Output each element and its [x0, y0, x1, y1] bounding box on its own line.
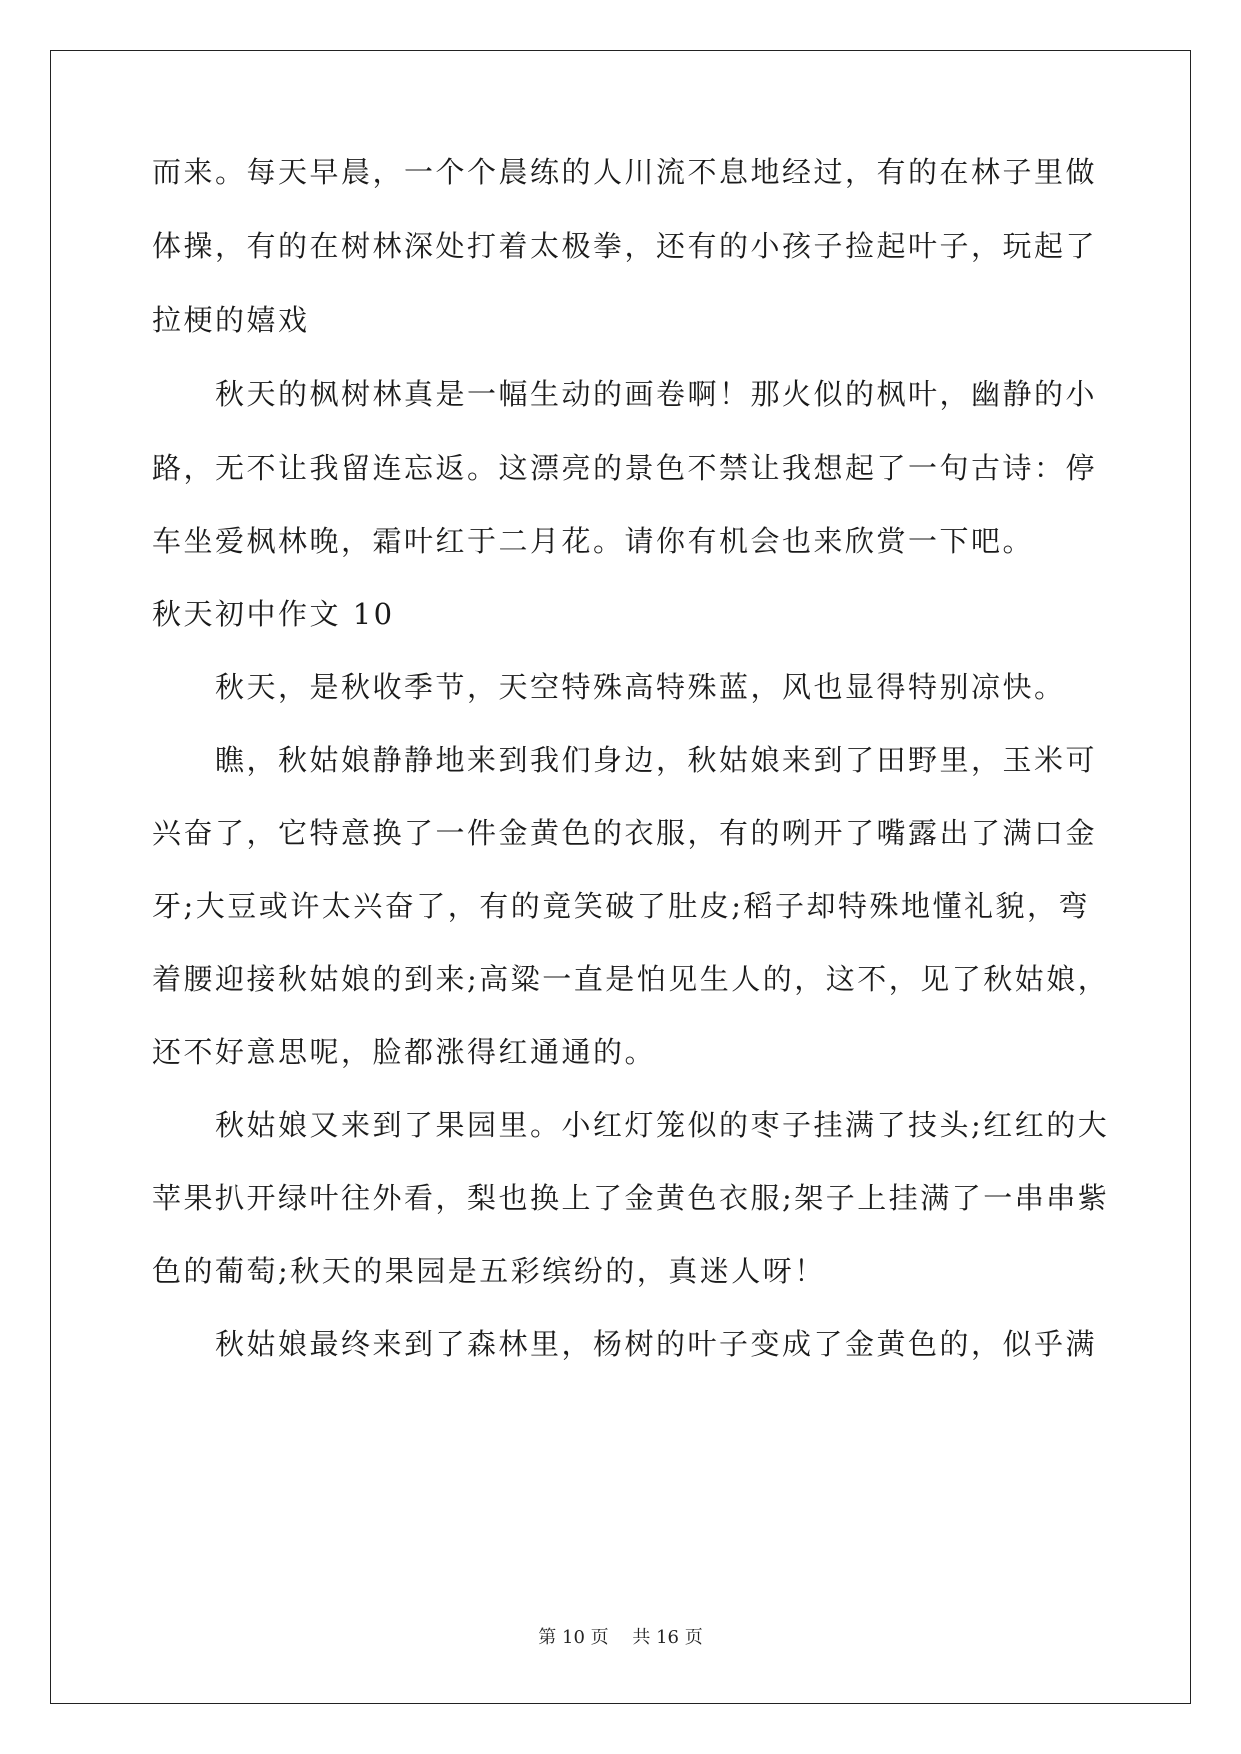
text-line: 路，无不让我留连忘返。这漂亮的景色不禁让我想起了一句古诗：停	[152, 451, 1098, 485]
text-line: 还不好意思呢，脸都涨得红通通的。	[152, 1035, 657, 1069]
page-number: 第 10 页 共 16 页	[538, 1627, 703, 1648]
section-heading: 秋天初中作文 10	[152, 597, 395, 631]
text-line: 色的葡萄;秋天的果园是五彩缤纷的，真迷人呀！	[152, 1254, 826, 1288]
text-line: 兴奋了，它特意换了一件金黄色的衣服，有的咧开了嘴露出了满口金	[152, 816, 1098, 850]
paragraph-start: 秋姑娘最终来到了森林里，杨树的叶子变成了金黄色的，似乎满	[215, 1327, 1098, 1361]
page-border	[50, 50, 1191, 1704]
paragraph-start: 瞧，秋姑娘静静地来到我们身边，秋姑娘来到了田野里，玉米可	[215, 743, 1098, 777]
text-line: 拉梗的嬉戏	[152, 303, 310, 337]
paragraph-start: 秋姑娘又来到了果园里。小红灯笼似的枣子挂满了技头;红红的大	[215, 1108, 1110, 1142]
text-line: 着腰迎接秋姑娘的到来;高粱一直是怕见生人的，这不，见了秋姑娘，	[152, 962, 1110, 996]
paragraph-start: 秋天，是秋收季节，天空特殊高特殊蓝，风也显得特别凉快。	[215, 670, 1066, 704]
text-line: 而来。每天早晨，一个个晨练的人川流不息地经过，有的在林子里做	[152, 155, 1098, 189]
paragraph-start: 秋天的枫树林真是一幅生动的画卷啊！那火似的枫叶，幽静的小	[215, 377, 1098, 411]
text-line: 牙;大豆或许太兴奋了，有的竟笑破了肚皮;稻子却特殊地懂礼貌，弯	[152, 889, 1091, 923]
text-line: 苹果扒开绿叶往外看，梨也换上了金黄色衣服;架子上挂满了一串串紫	[152, 1181, 1110, 1215]
text-line: 车坐爱枫林晚，霜叶红于二月花。请你有机会也来欣赏一下吧。	[152, 524, 1035, 558]
text-line: 体操，有的在树林深处打着太极拳，还有的小孩子捡起叶子，玩起了	[152, 229, 1098, 263]
